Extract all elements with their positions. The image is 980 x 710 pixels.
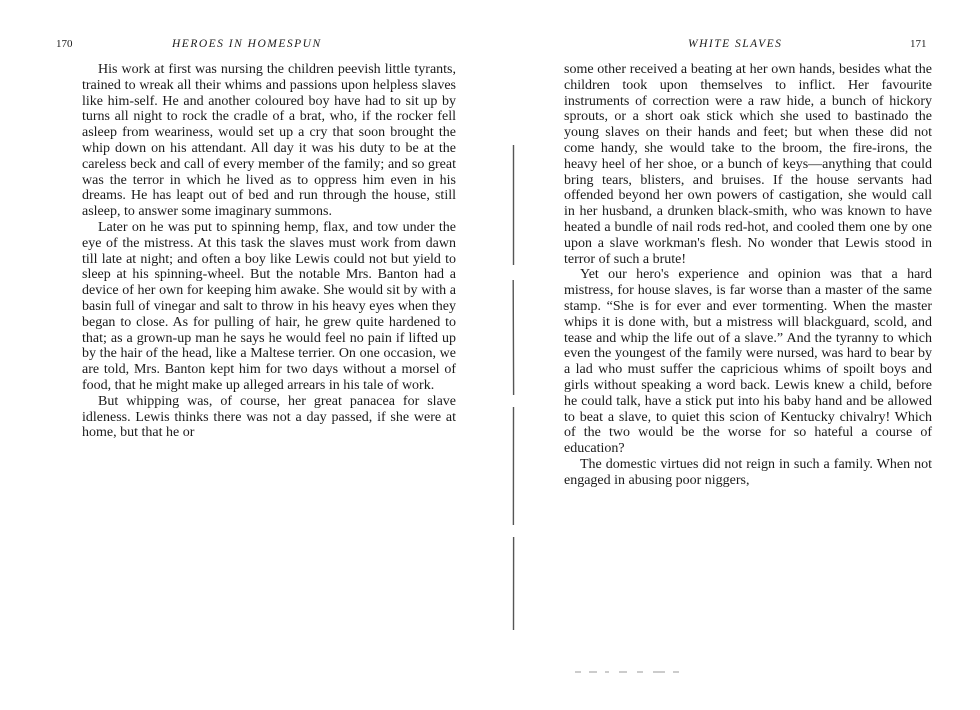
left-page-number: 170: [56, 38, 73, 50]
left-page-body: [82, 62, 456, 441]
left-paragraph-3: But whipping was, of course, her great panacea for slave idleness. Lewis thinks there was not a day passed, if she were at home, but that he or: [82, 393, 456, 441]
scan-smudge: [575, 662, 695, 668]
right-running-head: WHITE SLAVES: [688, 38, 783, 50]
right-page: [490, 0, 980, 710]
left-running-head: HEROES IN HOMESPUN: [172, 38, 322, 50]
left-paragraph-2: Later on he was put to spinning hemp, flax, and tow under the eye of the mistress. At this task the slaves must work from dawn till late at night; and often a boy like Lewis could not but yield to sleep at his spinning-wheel. But the notable Mrs. Banton had a device of her own for keeping him awake. She would sit by with a basin full of vinegar and salt to throw in his heavy eyes when they began to close. As for pulling of hair, he grew quite hardened to that; as a grown-up man he says he would feel no pain if lifted up by the hair of the head, like a Maltese terrier. On one occasion, we are told, Mrs. Banton kept him for two days without a morsel of food, that he might make up alleged arrears in his tale of work.: [82, 219, 456, 393]
right-continuation-paragraph: some other received a beating at her own hands, besides what the children took upon themselves to inflict. Her favourite instruments of correction were a raw hide, a bunch of hickory sprouts, or a short oak stick which she used to bastinado the young slaves on their hands and feet; but when these did not come handy, she would take to the broom, the fire-irons, the heavy heel of her shoe, or a bunch of keys—anything that could bring tears, blisters, and bruises. If the house servants had offended beyond her own powers of castigation, she would call in her husband, a drunken black-smith, who was known to have heated a bundle of nail rods red-hot, and cooled them one by one upon a slave workman's flesh. No wonder that Lewis stood in terror of such a brute!: [564, 62, 932, 267]
right-page-number: 171: [910, 38, 927, 50]
right-paragraph-2: The domestic virtues did not reign in such a family. When not engaged in abusing poor niggers,: [564, 456, 932, 488]
left-paragraph-1: His work at first was nursing the children peevish little tyrants, trained to wreak all their whims and passions upon helpless slaves like him-self. He and another coloured boy have had to sit up by turns all night to rock the cradle of a brat, who, if the rocker fell asleep from weariness, would set up a cry that soon brought the whip down on his attendant. All day it was his duty to be at the careless beck and call of every member of the family; and so great was the terror in which he lived as to oppress him even in his dreams. He has leapt out of bed and run through the house, still asleep, to answer some imaginary summons.: [82, 62, 456, 220]
right-paragraph-1: Yet our hero's experience and opinion was that a hard mistress, for house slaves, is far worse than a master of the same stamp. “She is for ever and ever tormenting. When the master whips it is done with, but a mistress will blackguard, scold, and tease and whip the life out of a slave.” And the tyranny to which even the youngest of the family were nursed, was hard to bear by a lad who must suffer the capricious whims of spoilt boys and girls without speaking a word back. Lewis knew a child, before he could talk, have a stick put into his baby hand and be allowed to beat a slave, to quiet this scion of Kentucky chivalry! Which of the two would be the worse for so hateful a course of education?: [564, 267, 932, 457]
right-page-body: [564, 62, 932, 489]
